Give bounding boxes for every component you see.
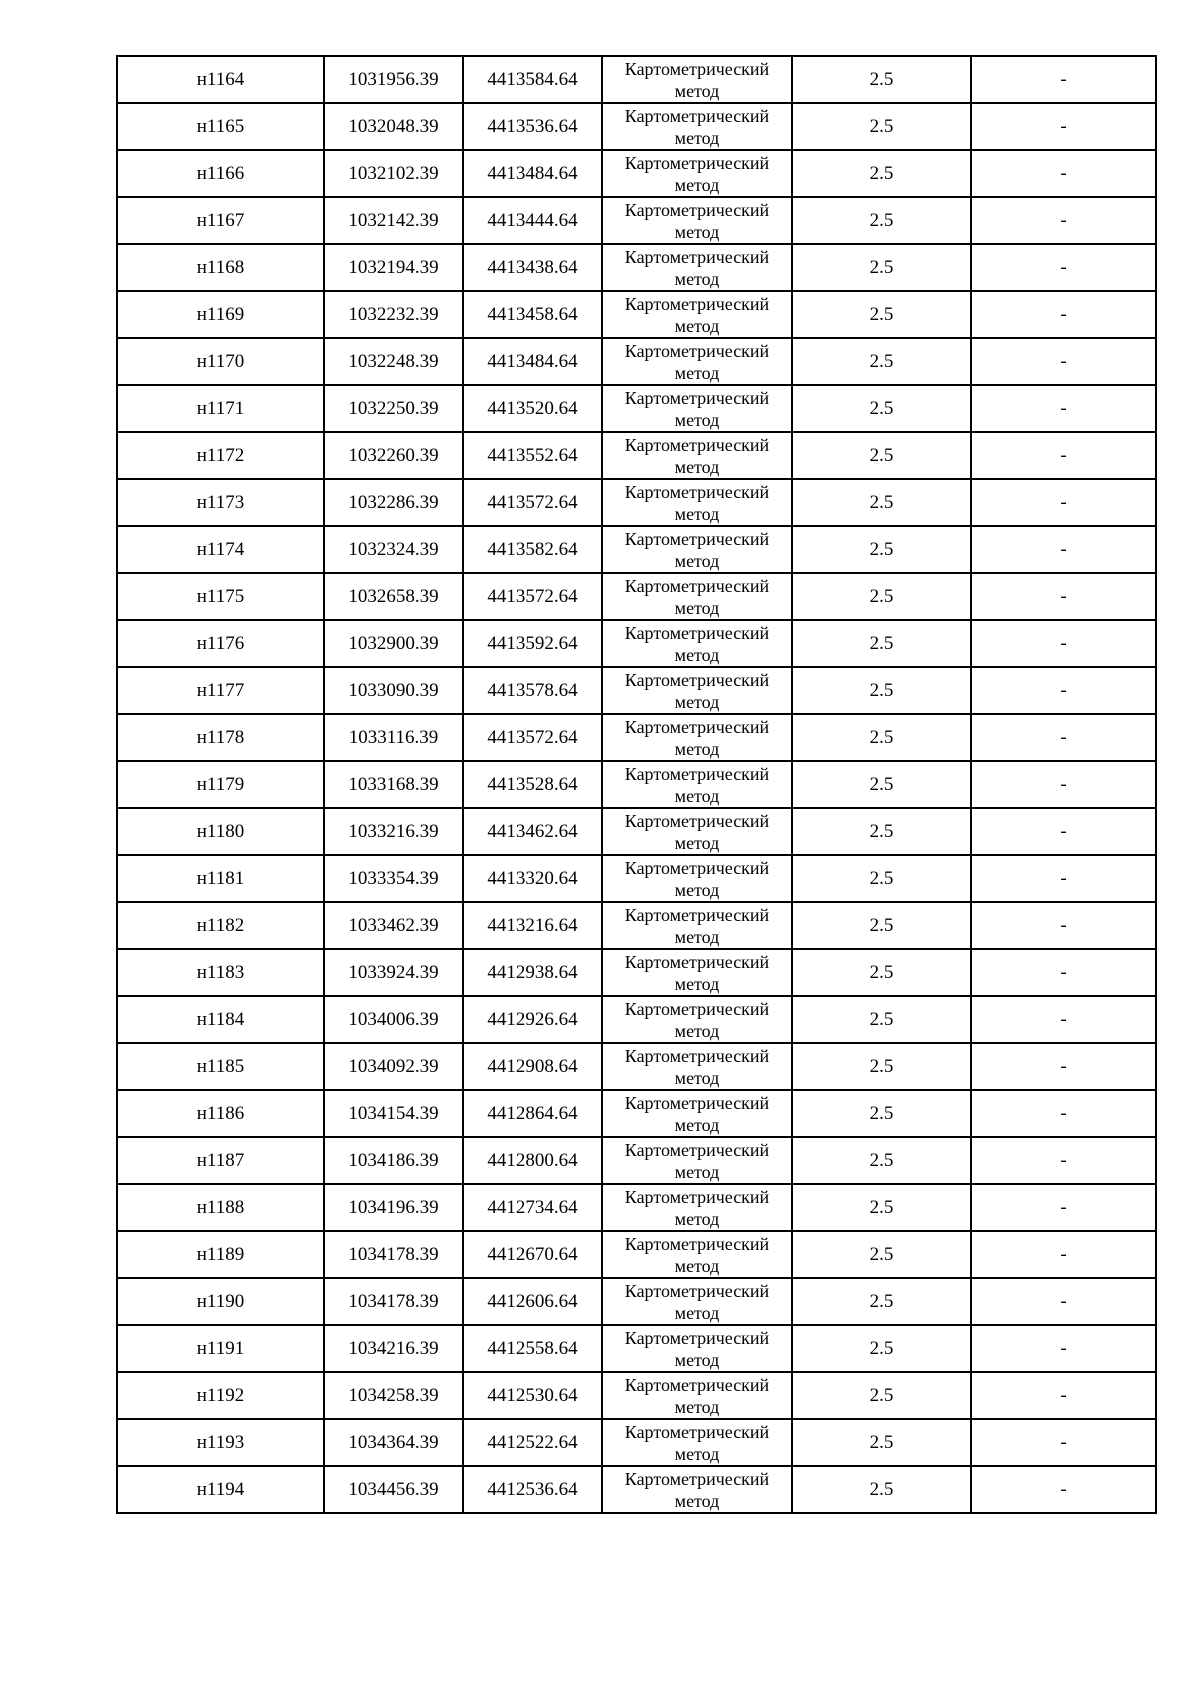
method-line: Картометрический [624,1468,770,1489]
cell-note: - [971,338,1156,385]
method-line: Картометрический [624,105,770,126]
method-line: Картометрический [624,1421,770,1442]
cell-y-coordinate: 4413578.64 [463,667,602,714]
cell-note: - [971,667,1156,714]
table-row [117,1184,1156,1231]
cell-point-id: н1169 [117,291,324,338]
method-line: Картометрический [624,1327,770,1348]
method-line: Картометрический [624,481,770,502]
cell-accuracy: 2.5 [792,150,971,197]
method-line: Картометрический [624,1045,770,1066]
cell-x-coordinate: 1032324.39 [324,526,463,573]
table-row [117,526,1156,573]
cell-method [602,808,792,855]
cell-note: - [971,761,1156,808]
cell-note: - [971,1184,1156,1231]
table-row [117,197,1156,244]
cell-method [602,244,792,291]
cell-method [602,573,792,620]
method-line: метод [674,926,720,947]
cell-y-coordinate: 4412536.64 [463,1466,602,1513]
cell-x-coordinate: 1032248.39 [324,338,463,385]
method-line: метод [674,1208,720,1229]
cell-point-id: н1184 [117,996,324,1043]
cell-x-coordinate: 1033116.39 [324,714,463,761]
method-line: метод [674,1161,720,1182]
cell-accuracy: 2.5 [792,667,971,714]
cell-point-id: н1193 [117,1419,324,1466]
table-row [117,667,1156,714]
table-row [117,855,1156,902]
cell-accuracy: 2.5 [792,1372,971,1419]
method-line: Картометрический [624,622,770,643]
cell-point-id: н1170 [117,338,324,385]
cell-method [602,761,792,808]
method-line: метод [674,1443,720,1464]
cell-accuracy: 2.5 [792,1466,971,1513]
cell-note: - [971,949,1156,996]
cell-y-coordinate: 4413536.64 [463,103,602,150]
cell-accuracy: 2.5 [792,1184,971,1231]
cell-y-coordinate: 4413592.64 [463,620,602,667]
cell-x-coordinate: 1033354.39 [324,855,463,902]
cell-x-coordinate: 1033462.39 [324,902,463,949]
method-line: Картометрический [624,340,770,361]
method-line: Картометрический [624,575,770,596]
table-row [117,902,1156,949]
method-line: метод [674,1020,720,1041]
table-row [117,150,1156,197]
method-line: Картометрический [624,528,770,549]
table-row [117,338,1156,385]
cell-point-id: н1190 [117,1278,324,1325]
cell-y-coordinate: 4413484.64 [463,338,602,385]
method-line: метод [674,1349,720,1370]
cell-x-coordinate: 1033924.39 [324,949,463,996]
cell-note: - [971,244,1156,291]
cell-point-id: н1173 [117,479,324,526]
cell-note: - [971,197,1156,244]
cell-accuracy: 2.5 [792,56,971,103]
cell-note: - [971,526,1156,573]
cell-method [602,1466,792,1513]
cell-method [602,338,792,385]
cell-method [602,1372,792,1419]
cell-point-id: н1181 [117,855,324,902]
method-line: Картометрический [624,1280,770,1301]
cell-x-coordinate: 1034216.39 [324,1325,463,1372]
cell-accuracy: 2.5 [792,1043,971,1090]
method-line: метод [674,409,720,430]
cell-accuracy: 2.5 [792,855,971,902]
table-row [117,1090,1156,1137]
table-row [117,56,1156,103]
cell-note: - [971,1419,1156,1466]
method-line: Картометрический [624,1233,770,1254]
cell-y-coordinate: 4413528.64 [463,761,602,808]
table-row [117,1325,1156,1372]
cell-point-id: н1183 [117,949,324,996]
cell-x-coordinate: 1034006.39 [324,996,463,1043]
cell-point-id: н1179 [117,761,324,808]
cell-note: - [971,808,1156,855]
cell-x-coordinate: 1034456.39 [324,1466,463,1513]
cell-method [602,902,792,949]
cell-x-coordinate: 1032658.39 [324,573,463,620]
method-line: метод [674,1490,720,1511]
cell-note: - [971,1090,1156,1137]
method-line: Картометрический [624,716,770,737]
cell-accuracy: 2.5 [792,1231,971,1278]
method-line: метод [674,221,720,242]
cell-note: - [971,996,1156,1043]
cell-note: - [971,479,1156,526]
cell-method [602,432,792,479]
method-line: метод [674,691,720,712]
method-line: Картометрический [624,951,770,972]
cell-y-coordinate: 4413584.64 [463,56,602,103]
table-row [117,1137,1156,1184]
cell-point-id: н1191 [117,1325,324,1372]
method-line: Картометрический [624,293,770,314]
cell-method [602,1043,792,1090]
cell-method [602,291,792,338]
table-row [117,1043,1156,1090]
method-line: Картометрический [624,199,770,220]
cell-method [602,667,792,714]
cell-point-id: н1178 [117,714,324,761]
cell-accuracy: 2.5 [792,761,971,808]
cell-y-coordinate: 4412558.64 [463,1325,602,1372]
table-row [117,244,1156,291]
cell-point-id: н1176 [117,620,324,667]
table-row [117,714,1156,761]
cell-x-coordinate: 1034364.39 [324,1419,463,1466]
cell-x-coordinate: 1034196.39 [324,1184,463,1231]
method-line: Картометрический [624,1186,770,1207]
cell-point-id: н1187 [117,1137,324,1184]
cell-y-coordinate: 4413572.64 [463,479,602,526]
method-line: метод [674,785,720,806]
method-line: метод [674,1114,720,1135]
table-row [117,1419,1156,1466]
cell-method [602,1231,792,1278]
cell-point-id: н1189 [117,1231,324,1278]
cell-method [602,1184,792,1231]
table-row [117,808,1156,855]
method-line: метод [674,503,720,524]
cell-note: - [971,385,1156,432]
cell-y-coordinate: 4413458.64 [463,291,602,338]
table-body [117,56,1156,1513]
cell-y-coordinate: 4412908.64 [463,1043,602,1090]
cell-method [602,1090,792,1137]
cell-y-coordinate: 4413572.64 [463,573,602,620]
cell-y-coordinate: 4412926.64 [463,996,602,1043]
cell-method [602,620,792,667]
cell-y-coordinate: 4412938.64 [463,949,602,996]
method-line: метод [674,1396,720,1417]
cell-point-id: н1168 [117,244,324,291]
cell-accuracy: 2.5 [792,103,971,150]
cell-accuracy: 2.5 [792,1278,971,1325]
cell-point-id: н1180 [117,808,324,855]
cell-point-id: н1185 [117,1043,324,1090]
cell-accuracy: 2.5 [792,1419,971,1466]
cell-point-id: н1177 [117,667,324,714]
method-line: метод [674,127,720,148]
cell-accuracy: 2.5 [792,573,971,620]
cell-x-coordinate: 1032250.39 [324,385,463,432]
cell-y-coordinate: 4413438.64 [463,244,602,291]
cell-method [602,1137,792,1184]
cell-accuracy: 2.5 [792,526,971,573]
cell-x-coordinate: 1034258.39 [324,1372,463,1419]
cell-y-coordinate: 4413320.64 [463,855,602,902]
cell-point-id: н1172 [117,432,324,479]
cell-accuracy: 2.5 [792,714,971,761]
method-line: метод [674,550,720,571]
cell-note: - [971,1278,1156,1325]
cell-point-id: н1167 [117,197,324,244]
cell-method [602,1325,792,1372]
cell-method [602,526,792,573]
method-line: метод [674,738,720,759]
table-row [117,996,1156,1043]
cell-method [602,103,792,150]
cell-note: - [971,432,1156,479]
method-line: Картометрический [624,998,770,1019]
method-line: Картометрический [624,152,770,173]
cell-y-coordinate: 4412606.64 [463,1278,602,1325]
cell-note: - [971,573,1156,620]
table-row [117,1466,1156,1513]
cell-x-coordinate: 1032260.39 [324,432,463,479]
cell-point-id: н1166 [117,150,324,197]
cell-note: - [971,714,1156,761]
cell-method [602,714,792,761]
cell-accuracy: 2.5 [792,432,971,479]
cell-accuracy: 2.5 [792,808,971,855]
cell-x-coordinate: 1033090.39 [324,667,463,714]
table-row [117,1278,1156,1325]
cell-method [602,150,792,197]
cell-point-id: н1171 [117,385,324,432]
cell-accuracy: 2.5 [792,1137,971,1184]
cell-accuracy: 2.5 [792,385,971,432]
method-line: Картометрический [624,1374,770,1395]
table-row [117,479,1156,526]
cell-x-coordinate: 1034178.39 [324,1278,463,1325]
cell-method [602,197,792,244]
table-row [117,573,1156,620]
cell-method [602,855,792,902]
table-row [117,385,1156,432]
cell-y-coordinate: 4412864.64 [463,1090,602,1137]
table-row [117,949,1156,996]
method-line: Картометрический [624,857,770,878]
method-line: Картометрический [624,387,770,408]
cell-method [602,1278,792,1325]
cell-x-coordinate: 1031956.39 [324,56,463,103]
cell-y-coordinate: 4412530.64 [463,1372,602,1419]
cell-y-coordinate: 4413552.64 [463,432,602,479]
cell-note: - [971,1137,1156,1184]
cell-point-id: н1188 [117,1184,324,1231]
cell-accuracy: 2.5 [792,1090,971,1137]
cell-method [602,56,792,103]
cell-accuracy: 2.5 [792,620,971,667]
cell-x-coordinate: 1032102.39 [324,150,463,197]
method-line: метод [674,832,720,853]
method-line: метод [674,80,720,101]
cell-y-coordinate: 4412800.64 [463,1137,602,1184]
cell-x-coordinate: 1032194.39 [324,244,463,291]
cell-y-coordinate: 4413216.64 [463,902,602,949]
method-line: метод [674,1255,720,1276]
cell-point-id: н1174 [117,526,324,573]
method-line: метод [674,315,720,336]
cell-accuracy: 2.5 [792,197,971,244]
method-line: Картометрический [624,904,770,925]
method-line: Картометрический [624,434,770,455]
cell-y-coordinate: 4412734.64 [463,1184,602,1231]
cell-note: - [971,150,1156,197]
cell-point-id: н1165 [117,103,324,150]
cell-point-id: н1192 [117,1372,324,1419]
cell-y-coordinate: 4413462.64 [463,808,602,855]
method-line: метод [674,268,720,289]
method-line: Картометрический [624,1139,770,1160]
cell-y-coordinate: 4413520.64 [463,385,602,432]
cell-accuracy: 2.5 [792,996,971,1043]
cell-note: - [971,56,1156,103]
table-row [117,103,1156,150]
cell-x-coordinate: 1034092.39 [324,1043,463,1090]
coordinates-table [116,55,1157,1514]
cell-note: - [971,291,1156,338]
cell-x-coordinate: 1034178.39 [324,1231,463,1278]
cell-note: - [971,620,1156,667]
method-line: Картометрический [624,58,770,79]
method-line: Картометрический [624,810,770,831]
cell-accuracy: 2.5 [792,291,971,338]
cell-accuracy: 2.5 [792,338,971,385]
cell-x-coordinate: 1033168.39 [324,761,463,808]
cell-method [602,385,792,432]
cell-x-coordinate: 1034154.39 [324,1090,463,1137]
cell-note: - [971,855,1156,902]
cell-method [602,1419,792,1466]
cell-method [602,479,792,526]
cell-y-coordinate: 4413484.64 [463,150,602,197]
method-line: метод [674,1302,720,1323]
table-row [117,432,1156,479]
method-line: метод [674,879,720,900]
cell-x-coordinate: 1034186.39 [324,1137,463,1184]
cell-method [602,996,792,1043]
cell-x-coordinate: 1032232.39 [324,291,463,338]
cell-note: - [971,103,1156,150]
cell-accuracy: 2.5 [792,902,971,949]
cell-x-coordinate: 1033216.39 [324,808,463,855]
cell-y-coordinate: 4413582.64 [463,526,602,573]
table-row [117,761,1156,808]
cell-note: - [971,1231,1156,1278]
method-line: Картометрический [624,1092,770,1113]
cell-x-coordinate: 1032900.39 [324,620,463,667]
cell-point-id: н1175 [117,573,324,620]
cell-y-coordinate: 4412522.64 [463,1419,602,1466]
table-row [117,1372,1156,1419]
cell-note: - [971,1325,1156,1372]
cell-point-id: н1182 [117,902,324,949]
method-line: метод [674,973,720,994]
cell-accuracy: 2.5 [792,1325,971,1372]
cell-y-coordinate: 4412670.64 [463,1231,602,1278]
method-line: Картометрический [624,763,770,784]
cell-point-id: н1186 [117,1090,324,1137]
table-row [117,291,1156,338]
cell-note: - [971,1466,1156,1513]
cell-y-coordinate: 4413444.64 [463,197,602,244]
cell-method [602,949,792,996]
cell-note: - [971,902,1156,949]
cell-accuracy: 2.5 [792,949,971,996]
cell-point-id: н1164 [117,56,324,103]
method-line: метод [674,174,720,195]
cell-x-coordinate: 1032048.39 [324,103,463,150]
table-row [117,620,1156,667]
cell-accuracy: 2.5 [792,479,971,526]
cell-note: - [971,1043,1156,1090]
method-line: Картометрический [624,669,770,690]
cell-x-coordinate: 1032286.39 [324,479,463,526]
method-line: метод [674,362,720,383]
cell-x-coordinate: 1032142.39 [324,197,463,244]
method-line: метод [674,644,720,665]
cell-point-id: н1194 [117,1466,324,1513]
cell-note: - [971,1372,1156,1419]
method-line: метод [674,1067,720,1088]
method-line: метод [674,597,720,618]
method-line: Картометрический [624,246,770,267]
cell-y-coordinate: 4413572.64 [463,714,602,761]
table-row [117,1231,1156,1278]
cell-accuracy: 2.5 [792,244,971,291]
method-line: метод [674,456,720,477]
